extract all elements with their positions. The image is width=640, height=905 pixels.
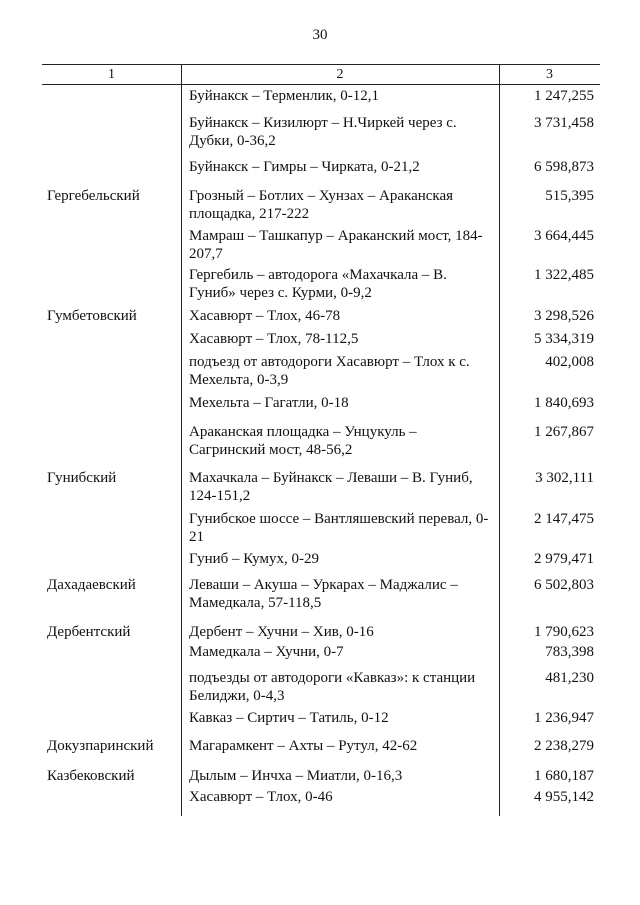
cost-value: 1 247,255 [534,88,594,104]
district-name: Казбековский [47,768,135,784]
district-name: Дербентский [47,624,131,640]
road-name: Магарамкент – Ахты – Рутул, 42-62 [189,738,418,754]
road-name: Араканская площадка – Унцукуль – Сагринский мост, 48-56,2 [189,424,417,458]
road-name: Леваши – Акуша – Уркарах – Маджалис – Мамедкала, 57-118,5 [189,577,458,611]
road-name: Дылым – Инчха – Миатли, 0-16,3 [189,768,403,784]
cost-value: 1 267,867 [534,424,594,440]
cost-value: 783,398 [545,644,594,660]
cost-value: 3 664,445 [534,228,594,244]
road-name: подъезды от автодороги «Кавказ»: к станции Белиджи, 0-4,3 [189,670,476,704]
road-name: Гунибское шоссе – Вантляшевский перевал, 0-21 [189,511,489,545]
road-name: Гергебиль – автодорога «Махачкала – В. Гуниб» через с. Курми, 0-9,2 [189,267,447,301]
district-name: Гумбетовский [47,308,137,324]
header-col3: 3 [546,67,553,82]
road-name: Буйнакск – Гимры – Чирката, 0-21,2 [189,159,420,175]
road-name: Кавказ – Сиртич – Татиль, 0-12 [189,710,389,726]
road-name: Хасавюрт – Тлох, 0-46 [189,789,333,805]
road-name: Мехельта – Гагатли, 0-18 [189,395,349,411]
cost-value: 481,230 [545,670,594,686]
district-name: Гунибский [47,470,117,486]
cost-value: 3 302,111 [535,470,594,486]
cost-value: 4 955,142 [534,789,594,805]
road-name: Мамраш – Ташкапур – Араканский мост, 184-207,7 [189,228,483,262]
column-divider-1 [181,64,182,816]
road-name: Грозный – Ботлих – Хунзах – Араканская площадка, 217-222 [189,188,454,222]
cost-value: 1 680,187 [534,768,594,784]
cost-value: 2 238,279 [534,738,594,754]
cost-value: 1 840,693 [534,395,594,411]
header-col1: 1 [108,67,115,82]
road-name: Буйнакск – Терменлик, 0-12,1 [189,88,380,104]
road-name: подъезд от автодороги Хасавюрт – Тлох к с. Мехельта, 0-3,9 [189,354,470,388]
district-name: Дахадаевский [47,577,136,593]
cost-value: 402,008 [545,354,594,370]
cost-value: 515,395 [545,188,594,204]
cost-value: 2 979,471 [534,551,594,567]
road-name: Гуниб – Кумух, 0-29 [189,551,319,567]
cost-value: 1 322,485 [534,267,594,283]
cost-value: 1 236,947 [534,710,594,726]
district-name: Докузпаринский [47,738,154,754]
road-name: Хасавюрт – Тлох, 78-112,5 [189,331,359,347]
district-name: Гергебельский [47,188,140,204]
road-name: Хасавюрт – Тлох, 46-78 [189,308,341,324]
road-table [42,64,600,85]
page-number: 30 [312,27,328,43]
road-name: Буйнакск – Кизилюрт – Н.Чиркей через с. Дубки, 0-36,2 [189,115,457,149]
road-name: Дербент – Хучни – Хив, 0-16 [189,624,374,640]
cost-value: 1 790,623 [534,624,594,640]
header-col2: 2 [336,67,344,82]
cost-value: 6 502,803 [534,577,594,593]
cost-value: 2 147,475 [534,511,594,527]
table-header [42,64,600,85]
road-name: Мамедкала – Хучни, 0-7 [189,644,344,660]
column-divider-2 [499,64,500,816]
cost-value: 6 598,873 [534,159,594,175]
road-name: Махачкала – Буйнакск – Леваши – В. Гуниб, 124-151,2 [189,470,473,504]
cost-value: 3 298,526 [534,308,594,324]
cost-value: 5 334,319 [534,331,594,347]
cost-value: 3 731,458 [534,115,594,131]
